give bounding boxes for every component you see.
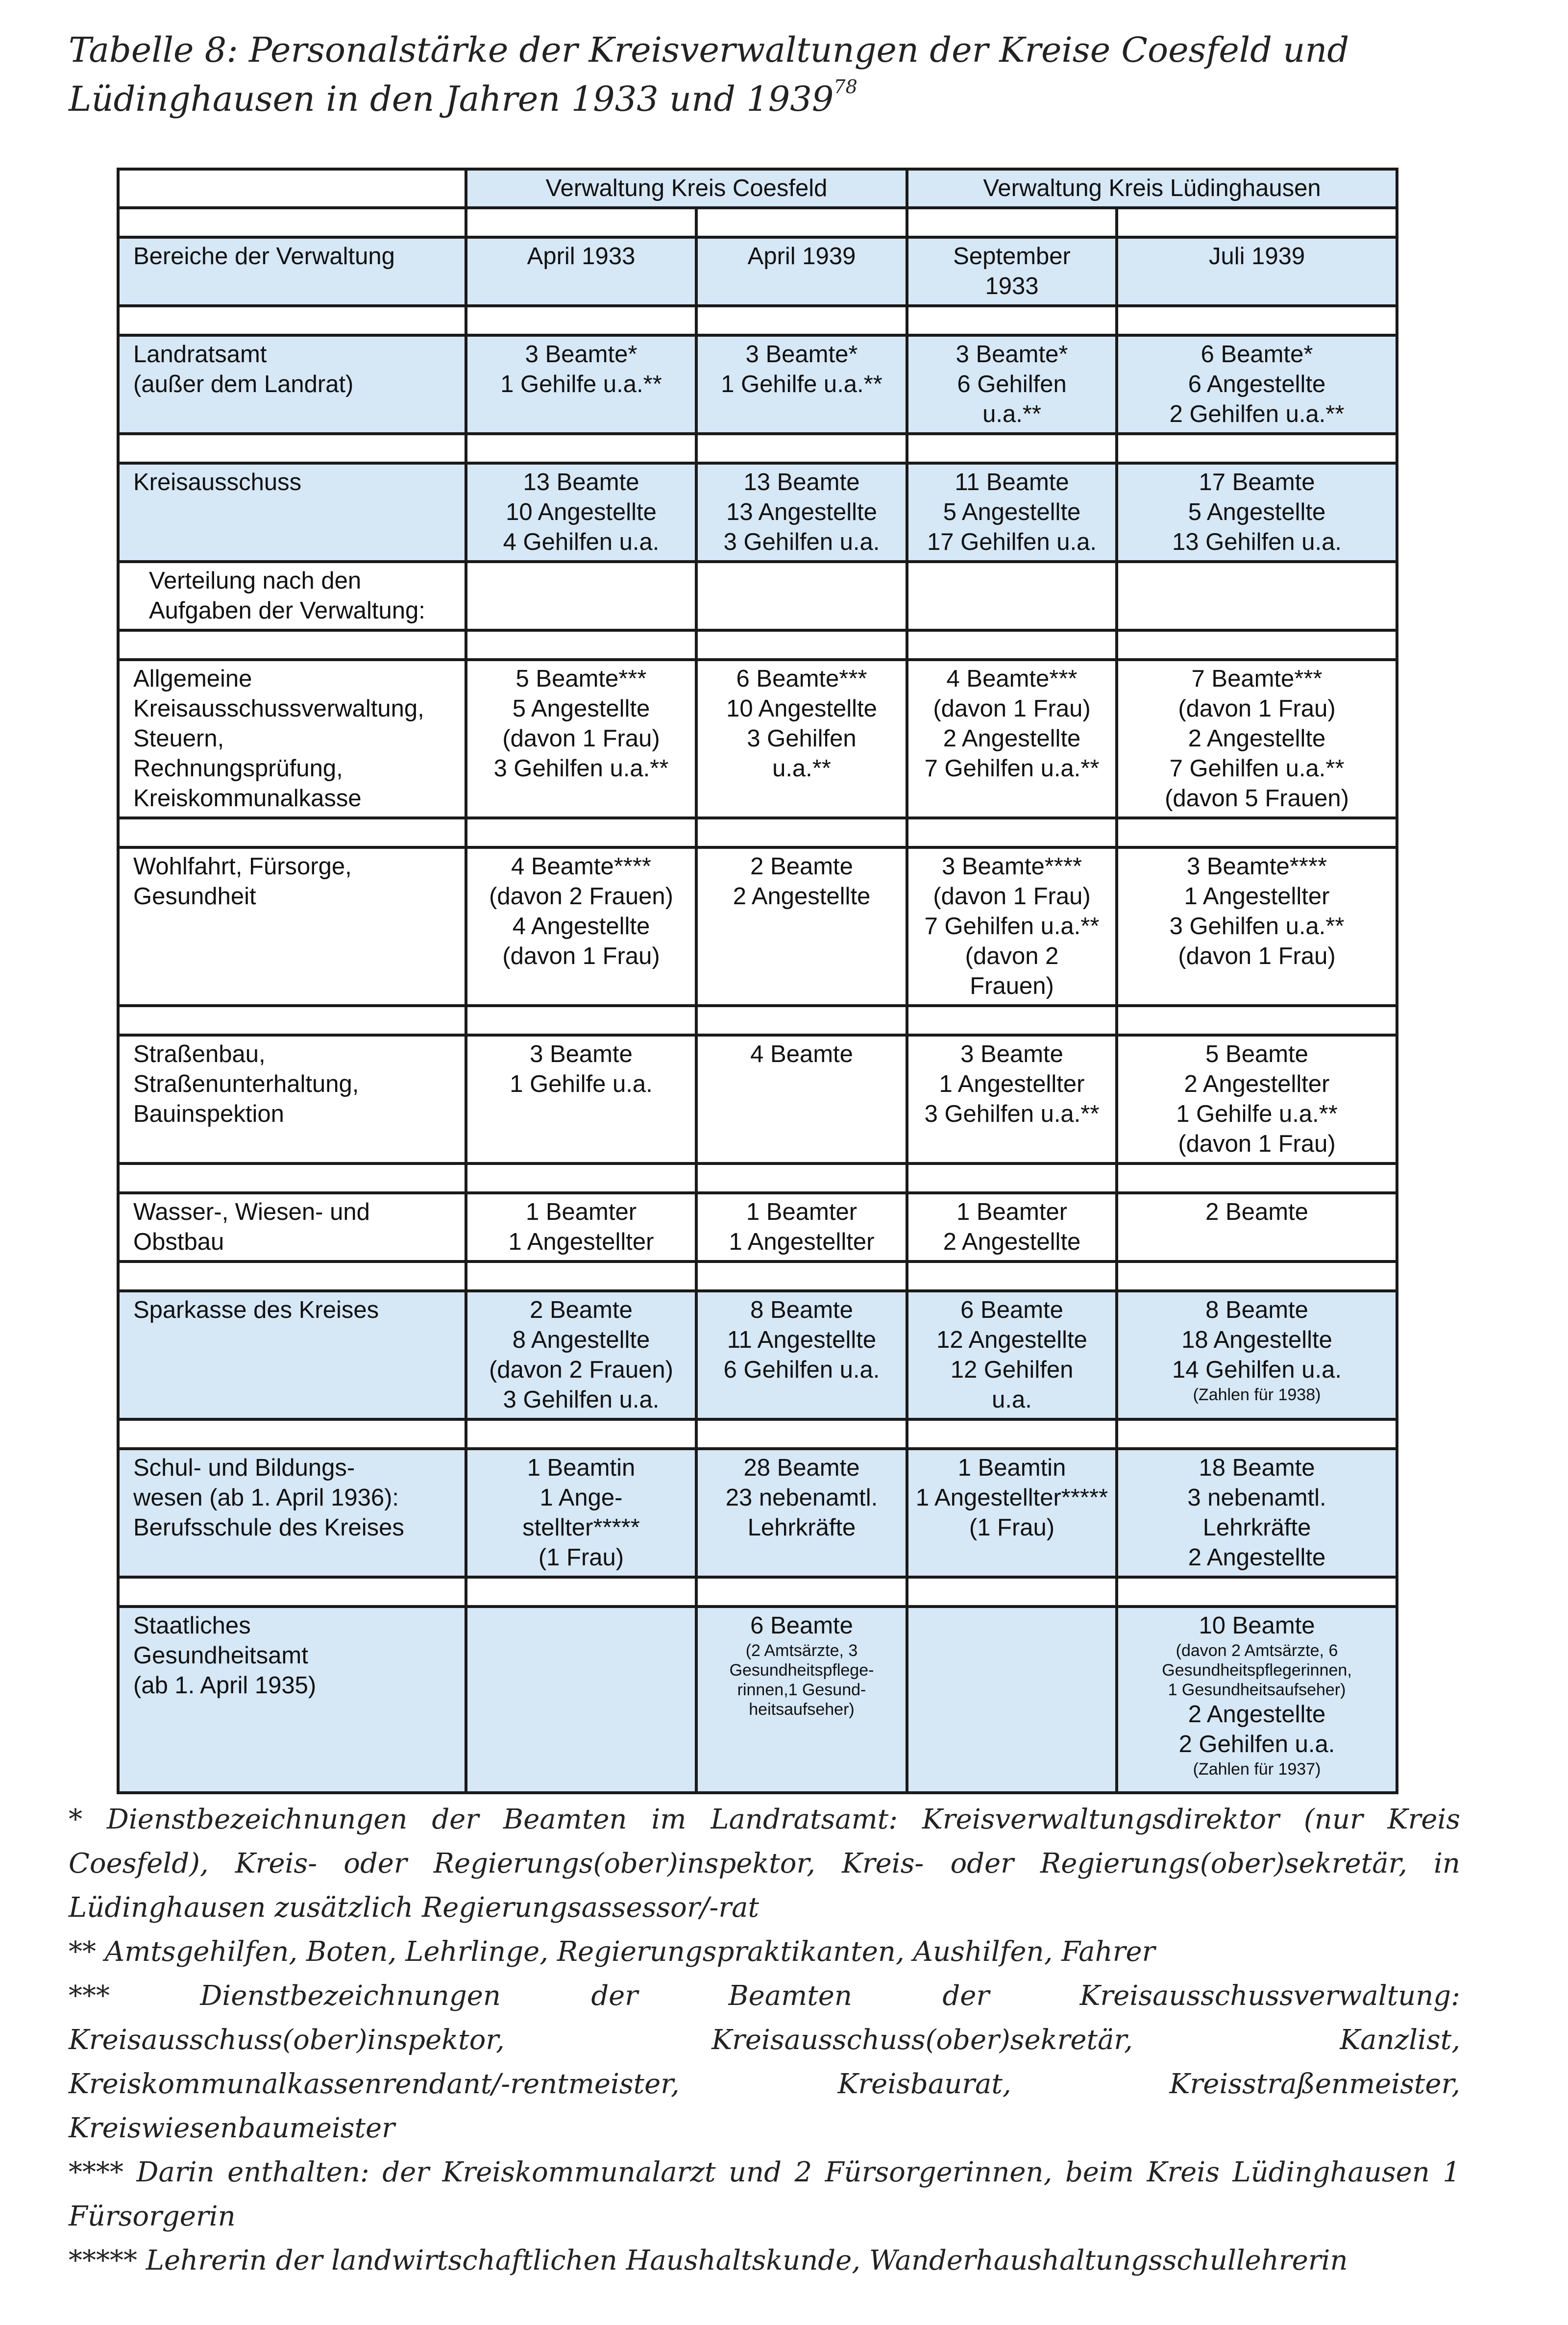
table-cell: 6 Beamte 12 Angestellte 12 Gehilfen u.a. [907,1291,1117,1419]
table-cell: 1 Beamtin 1 Angestellter***** (1 Frau) [907,1449,1117,1577]
table-cell [466,1607,696,1793]
table-cell: 6 Beamte*** 10 Angestellte 3 Gehilfen u.a.** [696,660,907,818]
cell-note: (davon 2 Amtsärzte, 6 Gesundheitspflegerinnen, 1 Gesundheitsaufseher) [1162,1641,1352,1699]
row-label: Kreisausschuss [118,463,466,562]
spacer-row [118,818,1397,847]
cell-note: (Zahlen für 1937) [1193,1760,1321,1779]
table-cell: 4 Beamte [696,1035,907,1163]
table-row [118,1449,1397,1577]
table-cell: 5 Beamte 2 Angestellter 1 Gehilfe u.a.** (davon 1 Frau) [1117,1035,1397,1163]
table-caption [69,25,1460,124]
table-cell [466,562,696,630]
table-cell: 28 Beamte 23 nebenamtl. Lehrkräfte [696,1449,907,1577]
table-cell: 2 Beamte [1117,1193,1397,1261]
table-cell: 2 Beamte 8 Angestellte (davon 2 Frauen) 3 Gehilfen u.a. [466,1291,696,1419]
table-cell: 17 Beamte 5 Angestellte 13 Gehilfen u.a. [1117,463,1397,562]
table-row [118,1607,1397,1793]
row-label: Wasser-, Wiesen- und Obstbau [118,1193,466,1261]
table-cell: 1 Beamter 1 Angestellter [466,1193,696,1261]
table-cell: 1 Beamter 2 Angestellte [907,1193,1117,1261]
group-header-luedinghausen: Verwaltung Kreis Lüdinghausen [907,169,1397,208]
cell-note: (2 Amtsärzte, 3 Gesundheitspflege- rinnen,1 Gesund- heitsaufseher) [729,1641,874,1719]
table-cell: 4 Beamte*** (davon 1 Frau) 2 Angestellte 7 Gehilfen u.a.** [907,660,1117,818]
table-cell: 4 Beamte**** (davon 2 Frauen) 4 Angestellte (davon 1 Frau) [466,847,696,1006]
row-label: Wohlfahrt, Fürsorge, Gesundheit [118,847,466,1006]
table-row [118,1035,1397,1163]
table-row [118,1193,1397,1261]
footnote: ** Amtsgehilfen, Boten, Lehrlinge, Regierungspraktikanten, Aushilfen, Fahrer [69,1936,1155,1968]
table-cell: 1 Beamter 1 Angestellter [696,1193,907,1261]
column-header: Bereiche der Verwaltung [118,237,466,306]
row-label: Landratsamt (außer dem Landrat) [118,335,466,434]
table-cell [1117,562,1397,630]
table-cell: 1 Beamtin 1 Ange- stellter***** (1 Frau) [466,1449,696,1577]
table-cell: 8 Beamte 11 Angestellte 6 Gehilfen u.a. [696,1291,907,1419]
footnote: ***** Lehrerin der landwirtschaftlichen Haushaltskunde, Wanderhaushaltungsschullehrerin [69,2245,1348,2276]
spacer-row [118,208,1397,237]
table-cell: 11 Beamte 5 Angestellte 17 Gehilfen u.a. [907,463,1117,562]
row-label: Allgemeine Kreisausschussverwaltung, Steuern, Rechnungsprüfung, Kreiskommunalkasse [118,660,466,818]
table-cell: 3 Beamte* 1 Gehilfe u.a.** [696,335,907,434]
table-cell: 18 Beamte 3 nebenamtl. Lehrkräfte 2 Angestellte [1117,1449,1397,1577]
table-cell: 5 Beamte*** 5 Angestellte (davon 1 Frau) 3 Gehilfen u.a.** [466,660,696,818]
footnotes [69,1798,1460,2283]
table-cell: 3 Beamte**** (davon 1 Frau) 7 Gehilfen u.a.** (davon 2 Frauen) [907,847,1117,1006]
column-header: Juli 1939 [1117,237,1397,306]
cell-text: 6 Beamte [750,1612,853,1639]
empty-header-cell [118,169,466,208]
spacer-row [118,434,1397,463]
row-label: Straßenbau, Straßenunterhaltung, Bauinspektion [118,1035,466,1163]
cell-text: 10 Beamte [1199,1612,1315,1639]
table-cell [696,1607,907,1793]
table-cell: 3 Beamte**** 1 Angestellter 3 Gehilfen u.a.** (davon 1 Frau) [1117,847,1397,1006]
table-cell: 7 Beamte*** (davon 1 Frau) 2 Angestellte 7 Gehilfen u.a.** (davon 5 Frauen) [1117,660,1397,818]
spacer-row [118,1577,1397,1607]
row-label: Sparkasse des Kreises [118,1291,466,1419]
table-row [118,660,1397,818]
footnote: * Dienstbezeichnungen der Beamten im Landratsamt: Kreisverwaltungsdirektor (nur Kreis Coesfeld), Kreis- oder Regierungs(ober)inspektor, Kreis- oder Regierungs(ober)sekretär, in Lüdinghausen zusätzlich Regierungsassessor/-rat [69,1804,1460,1924]
table-cell [907,1607,1117,1793]
table-row [118,463,1397,562]
spacer-row [118,1163,1397,1193]
table-cell [696,562,907,630]
table-cell [907,562,1117,630]
footnote: *** Dienstbezeichnungen der Beamten der Kreisausschussverwaltung: Kreisausschuss(ober)inspektor, Kreisausschuss(ober)sekretär, Kanzlist, Kreiskommunalkassenrendant/-rentmeister, Kreisbaurat, Kreisstraßenmeister, Kreiswiesenbaumeister [69,1980,1460,2144]
table-cell: 13 Beamte 13 Angestellte 3 Gehilfen u.a. [696,463,907,562]
footnote: **** Darin enthalten: der Kreiskommunalarzt und 2 Fürsorgerinnen, beim Kreis Lüdinghausen 1 Fürsorgerin [69,2156,1460,2232]
spacer-row [118,630,1397,660]
table-row [118,847,1397,1006]
table-cell [1117,1607,1397,1793]
table-cell: 3 Beamte 1 Angestellter 3 Gehilfen u.a.** [907,1035,1117,1163]
table-cell [1117,1291,1397,1419]
table-cell: 6 Beamte* 6 Angestellte 2 Gehilfen u.a.** [1117,335,1397,434]
table-cell: 3 Beamte* 1 Gehilfe u.a.** [466,335,696,434]
staffing-table [117,168,1398,1794]
table-cell: 3 Beamte* 6 Gehilfen u.a.** [907,335,1117,434]
group-header-coesfeld: Verwaltung Kreis Coesfeld [466,169,907,208]
column-header-row [118,237,1397,306]
table-row [118,562,1397,630]
cell-text: 8 Beamte 18 Angestellte 14 Gehilfen u.a. [1172,1297,1342,1383]
column-header: September 1933 [907,237,1117,306]
spacer-row [118,1006,1397,1035]
table-cell: 3 Beamte 1 Gehilfe u.a. [466,1035,696,1163]
table-row [118,1291,1397,1419]
row-label: Verteilung nach den Aufgaben der Verwaltung: [118,562,466,630]
table-cell: 13 Beamte 10 Angestellte 4 Gehilfen u.a. [466,463,696,562]
group-header-row [118,169,1397,208]
row-label: Schul- und Bildungs- wesen (ab 1. April 1936): Berufsschule des Kreises [118,1449,466,1577]
column-header: April 1933 [466,237,696,306]
spacer-row [118,1261,1397,1291]
spacer-row [118,306,1397,335]
cell-note: (Zahlen für 1938) [1193,1385,1321,1404]
spacer-row [118,1419,1397,1449]
column-header: April 1939 [696,237,907,306]
caption-text: Tabelle 8: Personalstärke der Kreisverwaltungen der Kreise Coesfeld und Lüdinghausen in den Jahren 1933 und 1939 [69,30,1349,119]
row-label: Staatliches Gesundheitsamt (ab 1. April 1935) [118,1607,466,1793]
cell-text: 2 Angestellte 2 Gehilfen u.a. [1178,1701,1335,1757]
caption-footnote-ref: 78 [833,76,858,98]
table-cell: 2 Beamte 2 Angestellte [696,847,907,1006]
table-row [118,335,1397,434]
